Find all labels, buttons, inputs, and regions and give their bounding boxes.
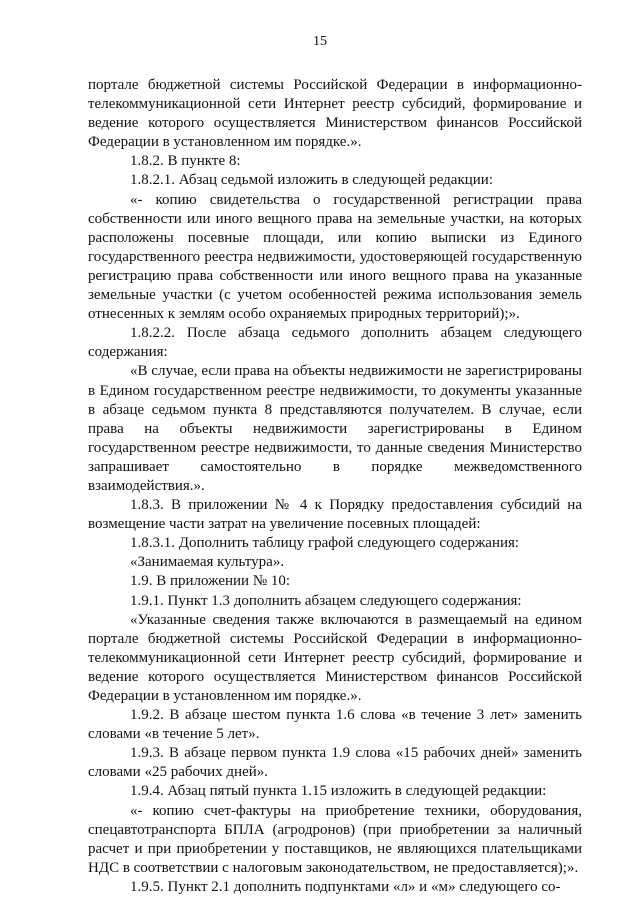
page-number: 15 xyxy=(313,34,327,49)
paragraph: «- копию счет-фактуры на приобретение техники, оборудования, спецавтотранспорта БПЛА (агродронов) (при приобретении за наличный расчет и при приобретении у поставщиков, не являющихся плательщиками НДС в соответствии с налоговым законодательством, не предоставляется);». xyxy=(88,802,582,876)
paragraph: 1.9.2. В абзаце шестом пункта 1.6 слова «в течение 3 лет» заменить словами «в течение 5 лет». xyxy=(88,707,582,743)
paragraph: 1.8.3.1. Дополнить таблицу графой следующего содержания: xyxy=(130,535,520,552)
paragraph: 1.8.2.2. После абзаца седьмого дополнить абзацем следующего содержания: xyxy=(88,325,582,361)
paragraph: 1.8.2.1. Абзац седьмой изложить в следующей редакции: xyxy=(130,172,494,189)
paragraph: порталe бюджетной системы Российской Федерации в информационно-телекоммуникационной сети Интернет реестр субсидий, формирование и ведение которого осуществляется Министерством финансов Российской Федерации в установленном им порядке.». xyxy=(88,77,582,151)
paragraph: 1.8.2. В пункте 8: xyxy=(130,153,241,170)
paragraph: 1.8.3. В приложении № 4 к Порядку предоставления субсидий на возмещение части затрат на увеличение посевных площадей: xyxy=(88,497,582,533)
paragraph: «Занимаемая культура». xyxy=(130,554,285,571)
paragraph: 1.9.1. Пункт 1.3 дополнить абзацем следующего содержания: xyxy=(130,592,522,609)
paragraph: «В случае, если права на объекты недвижимости не зарегистрированы в Едином государственном реестре недвижимости, то документы указанные в абзаце седьмом пункта 8 представляются получателем. В случае, если права на объекты недвижимости зарегистрированы в Едином государственном реестре недвижимости, то данные сведения Министерство запрашивает самостоятельно в порядке межведомственного взаимодействия.». xyxy=(88,363,582,494)
paragraph: «- копию свидетельства о государственной регистрации права собственности или иного вещного права на земельные участки, на которых расположены посевные площади, или копию выписки из Единого государственного реестра недвижимости, удостоверяющей государственную регистрацию права собственности или иного вещного права на указанные земельные участки (с учетом особенностей режима использования земель отнесенных к землям особо охраняемых природных территорий);». xyxy=(88,191,582,323)
paragraph: 1.9.5. Пункт 2.1 дополнить подпунктами «л» и «м» следующего со- xyxy=(130,878,561,895)
paragraph: 1.9. В приложении № 10: xyxy=(130,573,291,590)
paragraph: «Указанные сведения также включаются в размещаемый на едином портале бюджетной системы Российской Федерации в информационно-телекоммуникационной сети Интернет реестр субсидий, формирование и ведение которого осуществляется Министерством финансов Российской Федерации в установленном им порядке.». xyxy=(88,611,582,704)
paragraph: 1.9.3. В абзаце первом пункта 1.9 слова «15 рабочих дней» заменить словами «25 рабочих дней». xyxy=(88,745,582,781)
paragraph: 1.9.4. Абзац пятый пункта 1.15 изложить в следующей редакции: xyxy=(130,783,547,800)
document-body xyxy=(88,76,582,897)
